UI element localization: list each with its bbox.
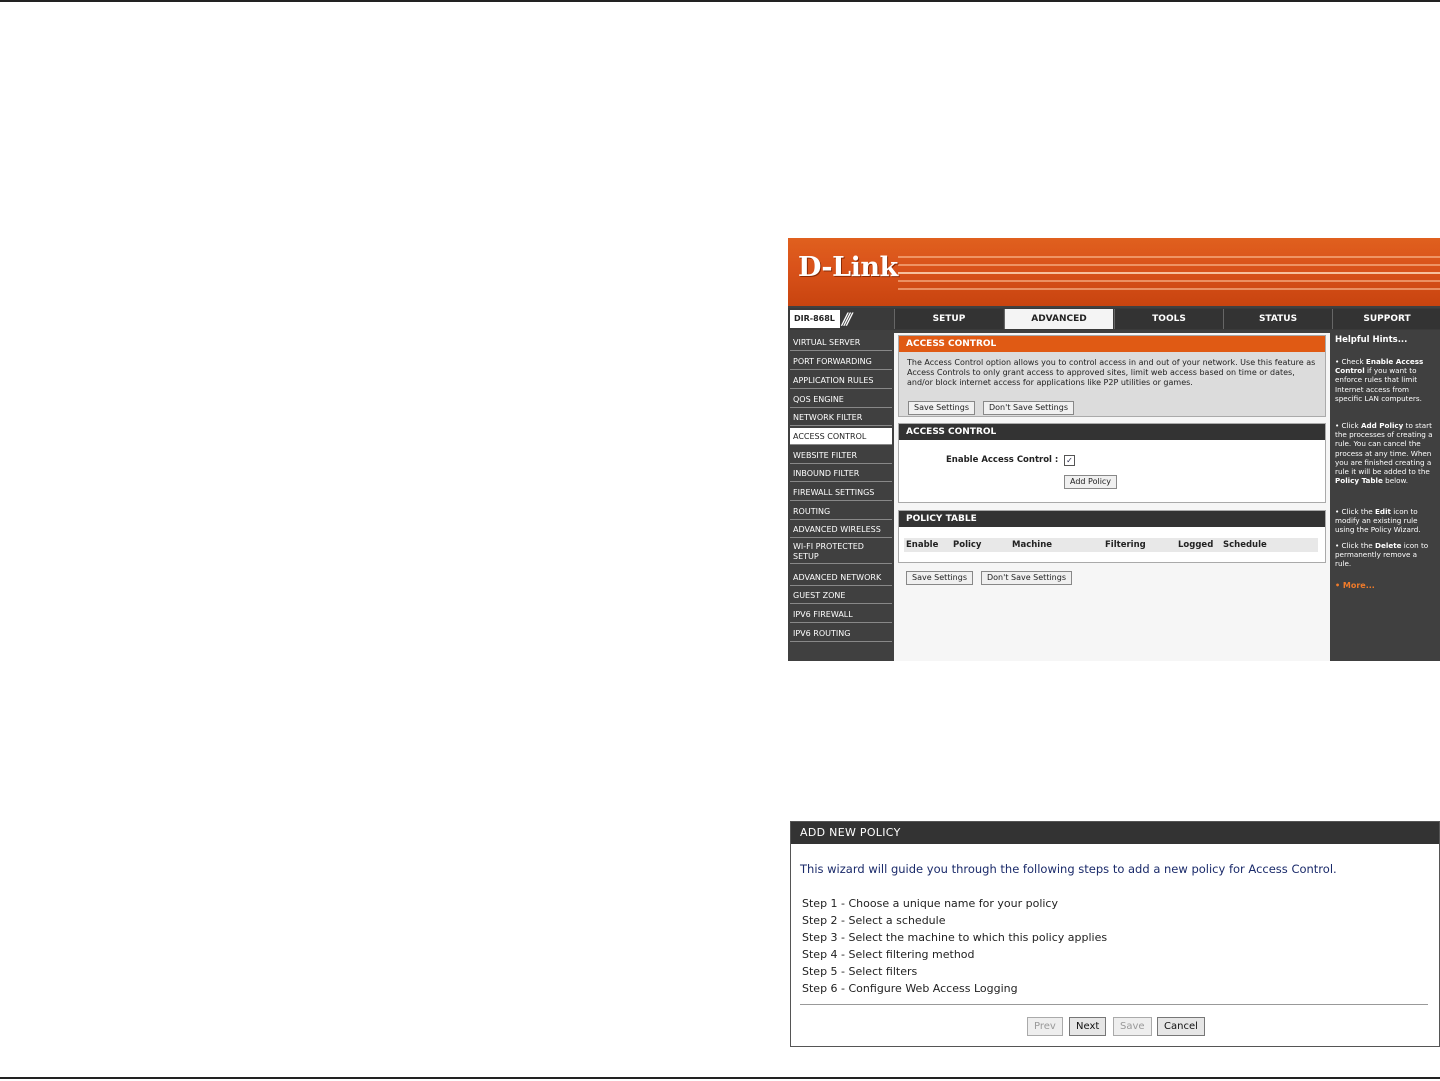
tab-advanced[interactable]: ADVANCED xyxy=(1004,309,1113,329)
dlink-banner xyxy=(788,238,1440,306)
sidebar-item-inbound-filter[interactable]: INBOUND FILTER xyxy=(790,465,892,482)
policy-table-box xyxy=(898,510,1326,563)
sidebar-item-firewall-settings[interactable]: FIREWALL SETTINGS xyxy=(790,484,892,501)
helpful-hints-panel xyxy=(1332,333,1440,661)
advanced-sidebar xyxy=(788,333,892,661)
sidebar-item-routing[interactable]: ROUTING xyxy=(790,503,892,520)
wizard-step-6: Step 6 - Configure Web Access Logging xyxy=(802,982,1018,995)
enable-access-control-label: Enable Access Control : xyxy=(946,455,1059,465)
sidebar-item-wifi-protected-setup[interactable]: WI-FI PROTECTED SETUP xyxy=(790,540,892,564)
dlink-logo: D-Link xyxy=(798,252,898,283)
column-machine: Machine xyxy=(1012,540,1053,550)
dont-save-settings-button-top[interactable]: Don't Save Settings xyxy=(983,401,1074,415)
access-control-title: ACCESS CONTROL xyxy=(899,424,1325,440)
sidebar-item-application-rules[interactable]: APPLICATION RULES xyxy=(790,372,892,389)
enable-access-control-checkbox[interactable]: ✓ xyxy=(1064,455,1075,466)
sidebar-item-advanced-network[interactable]: ADVANCED NETWORK xyxy=(790,569,892,586)
wizard-divider xyxy=(800,1004,1428,1005)
cancel-button[interactable]: Cancel xyxy=(1157,1017,1205,1036)
sidebar-item-network-filter[interactable]: NETWORK FILTER xyxy=(790,409,892,426)
column-schedule: Schedule xyxy=(1223,540,1267,550)
column-enable: Enable xyxy=(906,540,939,550)
add-new-policy-wizard xyxy=(790,821,1440,1047)
add-policy-button[interactable]: Add Policy xyxy=(1064,475,1117,489)
wizard-step-5: Step 5 - Select filters xyxy=(802,965,918,978)
sidebar-item-guest-zone[interactable]: GUEST ZONE xyxy=(790,587,892,604)
sidebar-item-port-forwarding[interactable]: PORT FORWARDING xyxy=(790,353,892,370)
wizard-step-2: Step 2 - Select a schedule xyxy=(802,914,946,927)
hint-edit: • Click the Edit icon to modify an existing rule using the Policy Wizard. xyxy=(1335,507,1421,535)
sidebar-item-access-control[interactable]: ACCESS CONTROL xyxy=(790,428,892,445)
sidebar-item-website-filter[interactable]: WEBSITE FILTER xyxy=(790,447,892,464)
page-top-rule xyxy=(0,0,1440,2)
tab-setup[interactable]: SETUP xyxy=(894,309,1003,329)
prev-button[interactable]: Prev xyxy=(1027,1017,1063,1036)
intro-title: ACCESS CONTROL xyxy=(899,336,1325,352)
column-filtering: Filtering xyxy=(1105,540,1146,550)
sidebar-item-advanced-wireless[interactable]: ADVANCED WIRELESS xyxy=(790,521,892,538)
hint-enable: • Check Enable Access Control if you want to enforce rules that limit Internet access from specific LAN computers. xyxy=(1335,357,1424,403)
main-content xyxy=(894,333,1330,661)
column-policy: Policy xyxy=(953,540,982,550)
tab-status[interactable]: STATUS xyxy=(1223,309,1332,329)
wizard-intro: This wizard will guide you through the following steps to add a new policy for Access Control. xyxy=(800,862,1337,876)
access-control-box xyxy=(898,423,1326,503)
column-logged: Logged xyxy=(1178,540,1214,550)
hint-add-policy: • Click Add Policy to start the processes of creating a rule. You can cancel the process at any time. When you are finished creating a rule it will be added to the Policy Table below. xyxy=(1335,421,1433,486)
wizard-step-3: Step 3 - Select the machine to which this policy applies xyxy=(802,931,1108,944)
top-nav xyxy=(788,308,1440,330)
sidebar-item-virtual-server[interactable]: VIRTUAL SERVER xyxy=(790,334,892,351)
wizard-step-4: Step 4 - Select filtering method xyxy=(802,948,975,961)
wizard-step-1: Step 1 - Choose a unique name for your policy xyxy=(802,897,1058,910)
slash-decoration: /// xyxy=(842,309,850,328)
tab-support[interactable]: SUPPORT xyxy=(1332,309,1440,329)
access-control-intro-box xyxy=(898,335,1326,417)
save-button[interactable]: Save xyxy=(1113,1017,1152,1036)
hints-title: Helpful Hints... xyxy=(1335,335,1408,345)
sidebar-item-qos-engine[interactable]: QOS ENGINE xyxy=(790,391,892,408)
dont-save-settings-button-bottom[interactable]: Don't Save Settings xyxy=(981,571,1072,585)
policy-table-title: POLICY TABLE xyxy=(899,511,1325,527)
wizard-title: ADD NEW POLICY xyxy=(791,822,1439,844)
more-link[interactable]: • More... xyxy=(1335,581,1375,590)
save-settings-button-top[interactable]: Save Settings xyxy=(908,401,975,415)
tab-tools[interactable]: TOOLS xyxy=(1114,309,1223,329)
sidebar-item-ipv6-firewall[interactable]: IPV6 FIREWALL xyxy=(790,606,892,623)
sidebar-item-ipv6-routing[interactable]: IPV6 ROUTING xyxy=(790,625,892,642)
next-button[interactable]: Next xyxy=(1069,1017,1106,1036)
model-label: DIR-868L xyxy=(790,310,840,328)
router-access-control-screenshot xyxy=(788,238,1440,661)
hint-delete: • Click the Delete icon to permanently remove a rule. xyxy=(1335,541,1429,569)
save-settings-button-bottom[interactable]: Save Settings xyxy=(906,571,973,585)
intro-description: The Access Control option allows you to control access in and out of your network. Use this feature as Access Controls to only grant access to approved sites, limit web access based on time or dates, and/or block internet access for applications like P2P utilities or games. xyxy=(907,358,1316,387)
page-bottom-rule xyxy=(0,1077,1440,1079)
